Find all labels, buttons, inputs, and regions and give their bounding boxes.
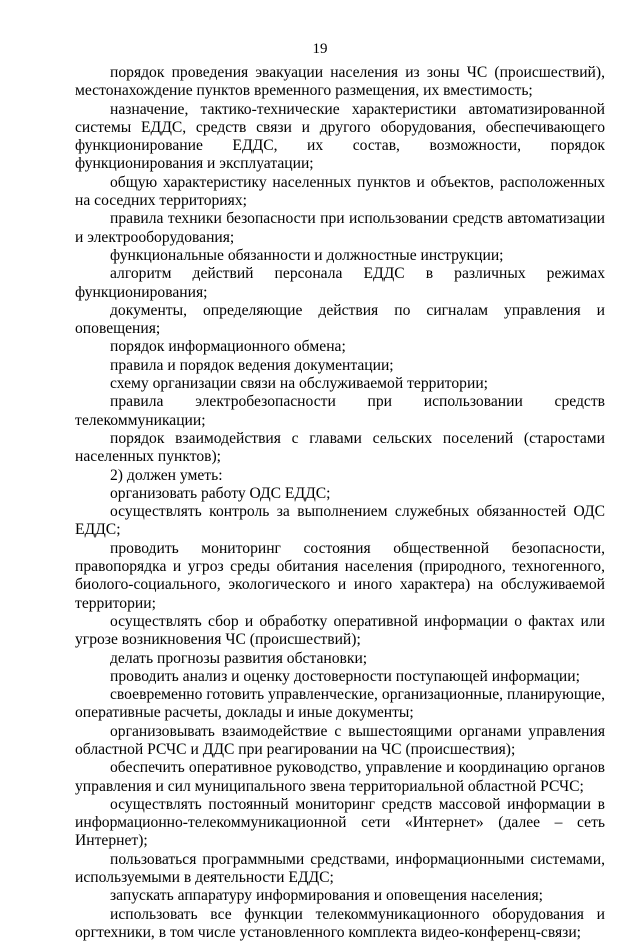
- paragraph: осуществлять сбор и обработку оперативной информации о фактах или угрозе возникновения ЧС (происшествий);: [75, 612, 605, 649]
- page-number: 19: [312, 41, 328, 57]
- paragraph: порядок информационного обмена;: [110, 338, 346, 356]
- paragraph: своевременно готовить управленческие, организационные, планирующие, оперативные расчеты, доклады и иные документы;: [75, 686, 605, 722]
- paragraph: порядок взаимодействия с главами сельских поселений (старостами населенных пунктов);: [75, 429, 605, 466]
- body-text: [75, 64, 605, 942]
- paragraph: пользоваться программными средствами, информационными системами, используемыми в деятельности ЕДДС;: [75, 850, 605, 887]
- paragraph: организовывать взаимодействие с вышестоящими органами управления областной РСЧС и ДДС при реагировании на ЧС (происшествия);: [75, 722, 605, 758]
- paragraph: организовать работу ОДС ЕДДС;: [110, 484, 331, 502]
- paragraph: обеспечить оперативное руководство, управление и координацию органов управления и сил муниципального звена территориальной областной РСЧС;: [75, 759, 605, 795]
- paragraph: запускать аппаратуру информирования и оповещения населения;: [110, 887, 544, 905]
- paragraph: правила и порядок ведения документации;: [110, 356, 394, 374]
- paragraph: осуществлять контроль за выполнением служебных обязанностей ОДС ЕДДС;: [75, 503, 605, 539]
- paragraph: проводить мониторинг состояния общественной безопасности, правопорядка и угроз среды обитания населения (природного, техногенного, биолого-социального, экологического и иного характера) на обслуживаемой территории;: [75, 539, 605, 612]
- paragraph: назначение, тактико-технические характеристики автоматизированной системы ЕДДС, средств связи и другого оборудования, обеспечивающего функционирование ЕДДС, их состав, возможности, порядок функционирования и эксплуатации;: [75, 100, 605, 173]
- section-heading: 2) должен уметь:: [110, 466, 223, 484]
- paragraph: функциональные обязанности и должностные инструкции;: [110, 246, 504, 264]
- paragraph: порядок проведения эвакуации населения из зоны ЧС (происшествий), местонахождение пунктов временного размещения, их вместимость;: [75, 64, 605, 100]
- paragraph: алгоритм действий персонала ЕДДС в различных режимах функционирования;: [75, 265, 605, 301]
- paragraph: правила электробезопасности при использовании средств телекоммуникации;: [75, 393, 605, 429]
- paragraph: правила техники безопасности при использовании средств автоматизации и электрооборудования;: [75, 210, 605, 246]
- paragraph: осуществлять постоянный мониторинг средств массовой информации в информационно-телекоммуникационной сети «Интернет» (далее – сеть Интернет);: [75, 795, 605, 850]
- paragraph: делать прогнозы развития обстановки;: [110, 649, 368, 667]
- paragraph: общую характеристику населенных пунктов и объектов, расположенных на соседних территориях;: [75, 173, 605, 210]
- paragraph: документы, определяющие действия по сигналам управления и оповещения;: [75, 301, 605, 338]
- paragraph: использовать все функции телекоммуникационного оборудования и оргтехники, в том числе установленного комплекта видео-конференц-связи;: [75, 905, 605, 941]
- paragraph: схему организации связи на обслуживаемой территории;: [110, 375, 488, 393]
- paragraph: проводить анализ и оценку достоверности поступающей информации;: [110, 667, 580, 685]
